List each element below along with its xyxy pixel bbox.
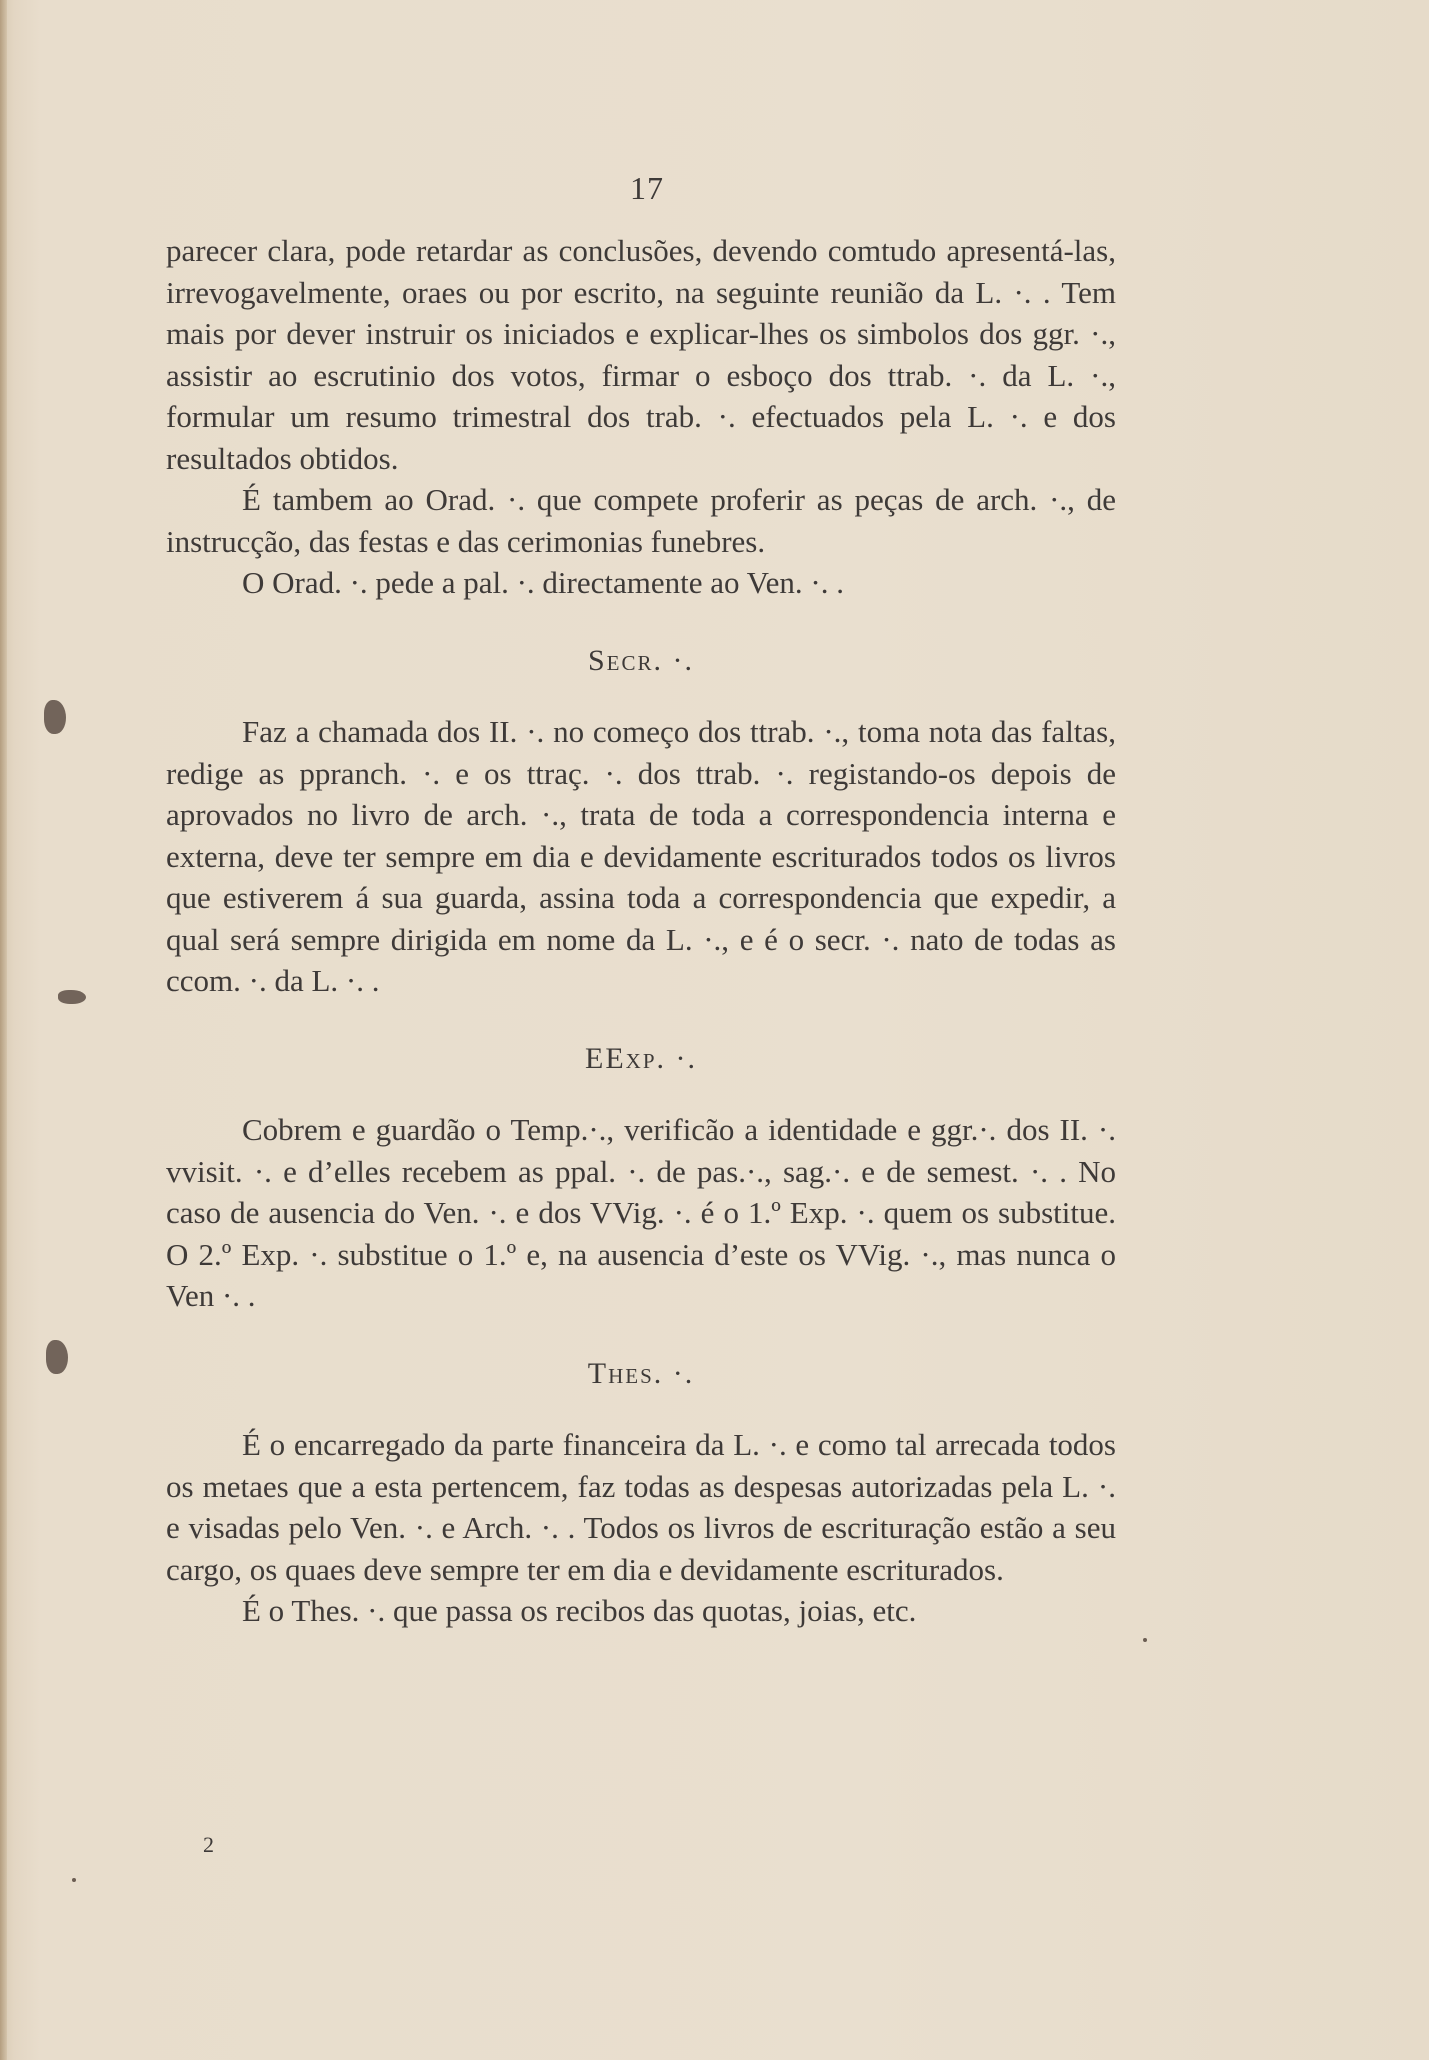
binding-hole-bottom bbox=[46, 1340, 68, 1374]
binding-edge bbox=[0, 0, 7, 2060]
paragraph: O Orad. ·. pede a pal. ·. directamente ao Ven. ·. . bbox=[242, 565, 844, 600]
paper-speck bbox=[1143, 1638, 1147, 1642]
paper-speck bbox=[72, 1878, 76, 1882]
page-body bbox=[166, 230, 1116, 1632]
binding-hole-top bbox=[44, 700, 66, 734]
section-heading-thes: Thes. ·. bbox=[587, 1356, 695, 1390]
paragraph: Faz a chamada dos II. ·. no começo dos ttrab. ·., toma nota das faltas, redige as ppranch. ·. e os ttraç. ·. dos ttrab. ·. registando-os depois de aprovados no livro de arch. ·., trata de toda a correspondencia interna e externa, deve ter sempre em dia e devidamente escriturados todos os livros que estiverem á sua guarda, assina toda a correspondencia que expedir, a qual será sempre dirigida em nome da L. ·., e é o secr. ·. nato de todas as ccom. ·. da L. ·. . bbox=[166, 714, 1116, 998]
binding-hole-middle bbox=[58, 990, 86, 1004]
paragraph: É tambem ao Orad. ·. que compete proferir as peças de arch. ·., de instrucção, das festas e das cerimonias funebres. bbox=[166, 482, 1116, 559]
section-heading-exp: EExp. ·. bbox=[585, 1041, 697, 1075]
section-heading-secr: Secr. ·. bbox=[587, 643, 695, 677]
paragraph: parecer clara, pode retardar as conclusões, devendo comtudo apresentá-las, irrevogavelmente, oraes ou por escrito, na seguinte reunião da L. ·. . Tem mais por dever instruir os iniciados e explicar-lhes os simbolos dos ggr. ·., assistir ao escrutinio dos votos, firmar o esboço dos ttrab. ·. da L. ·., formular um resumo trimestral dos trab. ·. efectuados pela L. ·. e dos resultados obtidos. bbox=[166, 233, 1116, 476]
signature-mark: 2 bbox=[203, 1832, 214, 1857]
paragraph: É o Thes. ·. que passa os recibos das quotas, joias, etc. bbox=[242, 1593, 917, 1628]
paragraph: Cobrem e guardão o Temp.·., verificão a identidade e ggr.·. dos II. ·. vvisit. ·. e d’elles recebem as ppal. ·. de pas.·., sag.·. e de semest. ·. . No caso de ausencia do Ven. ·. e dos VVig. ·. é o 1.º Exp. ·. quem os substitue. O 2.º Exp. ·. substitue o 1.º e, na ausencia d’este os VVig. ·., mas nunca o Ven ·. . bbox=[166, 1112, 1116, 1313]
paragraph: É o encarregado da parte financeira da L. ·. e como tal arrecada todos os metaes que a esta pertencem, faz todas as despesas autorizadas pela L. ·. e visadas pelo Ven. ·. e Arch. ·. . Todos os livros de escrituração estão a seu cargo, os quaes deve sempre ter em dia e devidamente escriturados. bbox=[166, 1427, 1116, 1587]
page-number: 17 bbox=[630, 170, 664, 206]
